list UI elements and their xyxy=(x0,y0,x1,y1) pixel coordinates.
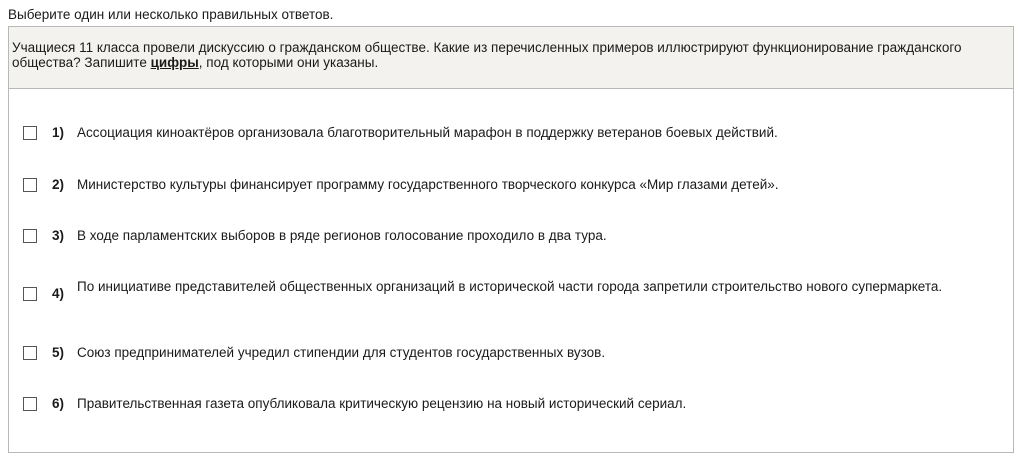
option-text: По инициативе представителей общественных организаций в исторической части города запретили строительство нового супермаркета. xyxy=(77,279,943,294)
checkbox-option-4[interactable] xyxy=(23,287,37,301)
question-part2: , под которыми они указаны. xyxy=(198,55,379,70)
option-text: Министерство культуры финансирует программу государственного творческого конкурса «Мир глазами детей». xyxy=(77,177,779,192)
checkbox-option-5[interactable] xyxy=(23,346,37,360)
checkbox-option-2[interactable] xyxy=(23,178,37,192)
question-emphasis: цифры xyxy=(150,55,199,70)
option-text: В ходе парламентских выборов в ряде регионов голосование проходило в два тура. xyxy=(77,228,607,243)
option-number: 1) xyxy=(52,125,65,140)
checkbox-option-3[interactable] xyxy=(23,229,37,243)
answer-option-2[interactable] xyxy=(9,177,1013,193)
option-number: 2) xyxy=(52,177,65,192)
option-number: 3) xyxy=(52,228,65,243)
answer-option-4[interactable] xyxy=(9,278,1013,310)
option-text: Ассоциация киноактёров организовала благотворительный марафон в поддержку ветеранов боевых действий. xyxy=(77,125,778,140)
question-text xyxy=(9,27,1013,89)
checkbox-option-6[interactable] xyxy=(23,397,37,411)
option-number: 4) xyxy=(52,286,65,301)
answer-option-3[interactable] xyxy=(9,228,1013,244)
checkbox-option-1[interactable] xyxy=(23,126,37,140)
question-part1: Учащиеся 11 класса провели дискуссию о гражданском обществе. Какие из перечисленных примеров иллюстрируют функционирование гражданского общества? Запишите xyxy=(12,40,962,70)
answer-option-5[interactable] xyxy=(9,345,1013,361)
option-text: Правительственная газета опубликовала критическую рецензию на новый исторический сериал. xyxy=(77,396,687,411)
instruction-text: Выберите один или несколько правильных ответов. xyxy=(8,7,334,22)
option-number: 5) xyxy=(52,345,65,360)
option-number: 6) xyxy=(52,396,65,411)
option-text: Союз предпринимателей учредил стипендии для студентов государственных вузов. xyxy=(77,345,606,360)
answer-option-6[interactable] xyxy=(9,396,1013,412)
answer-option-1[interactable] xyxy=(9,125,1013,141)
question-frame xyxy=(8,26,1014,453)
